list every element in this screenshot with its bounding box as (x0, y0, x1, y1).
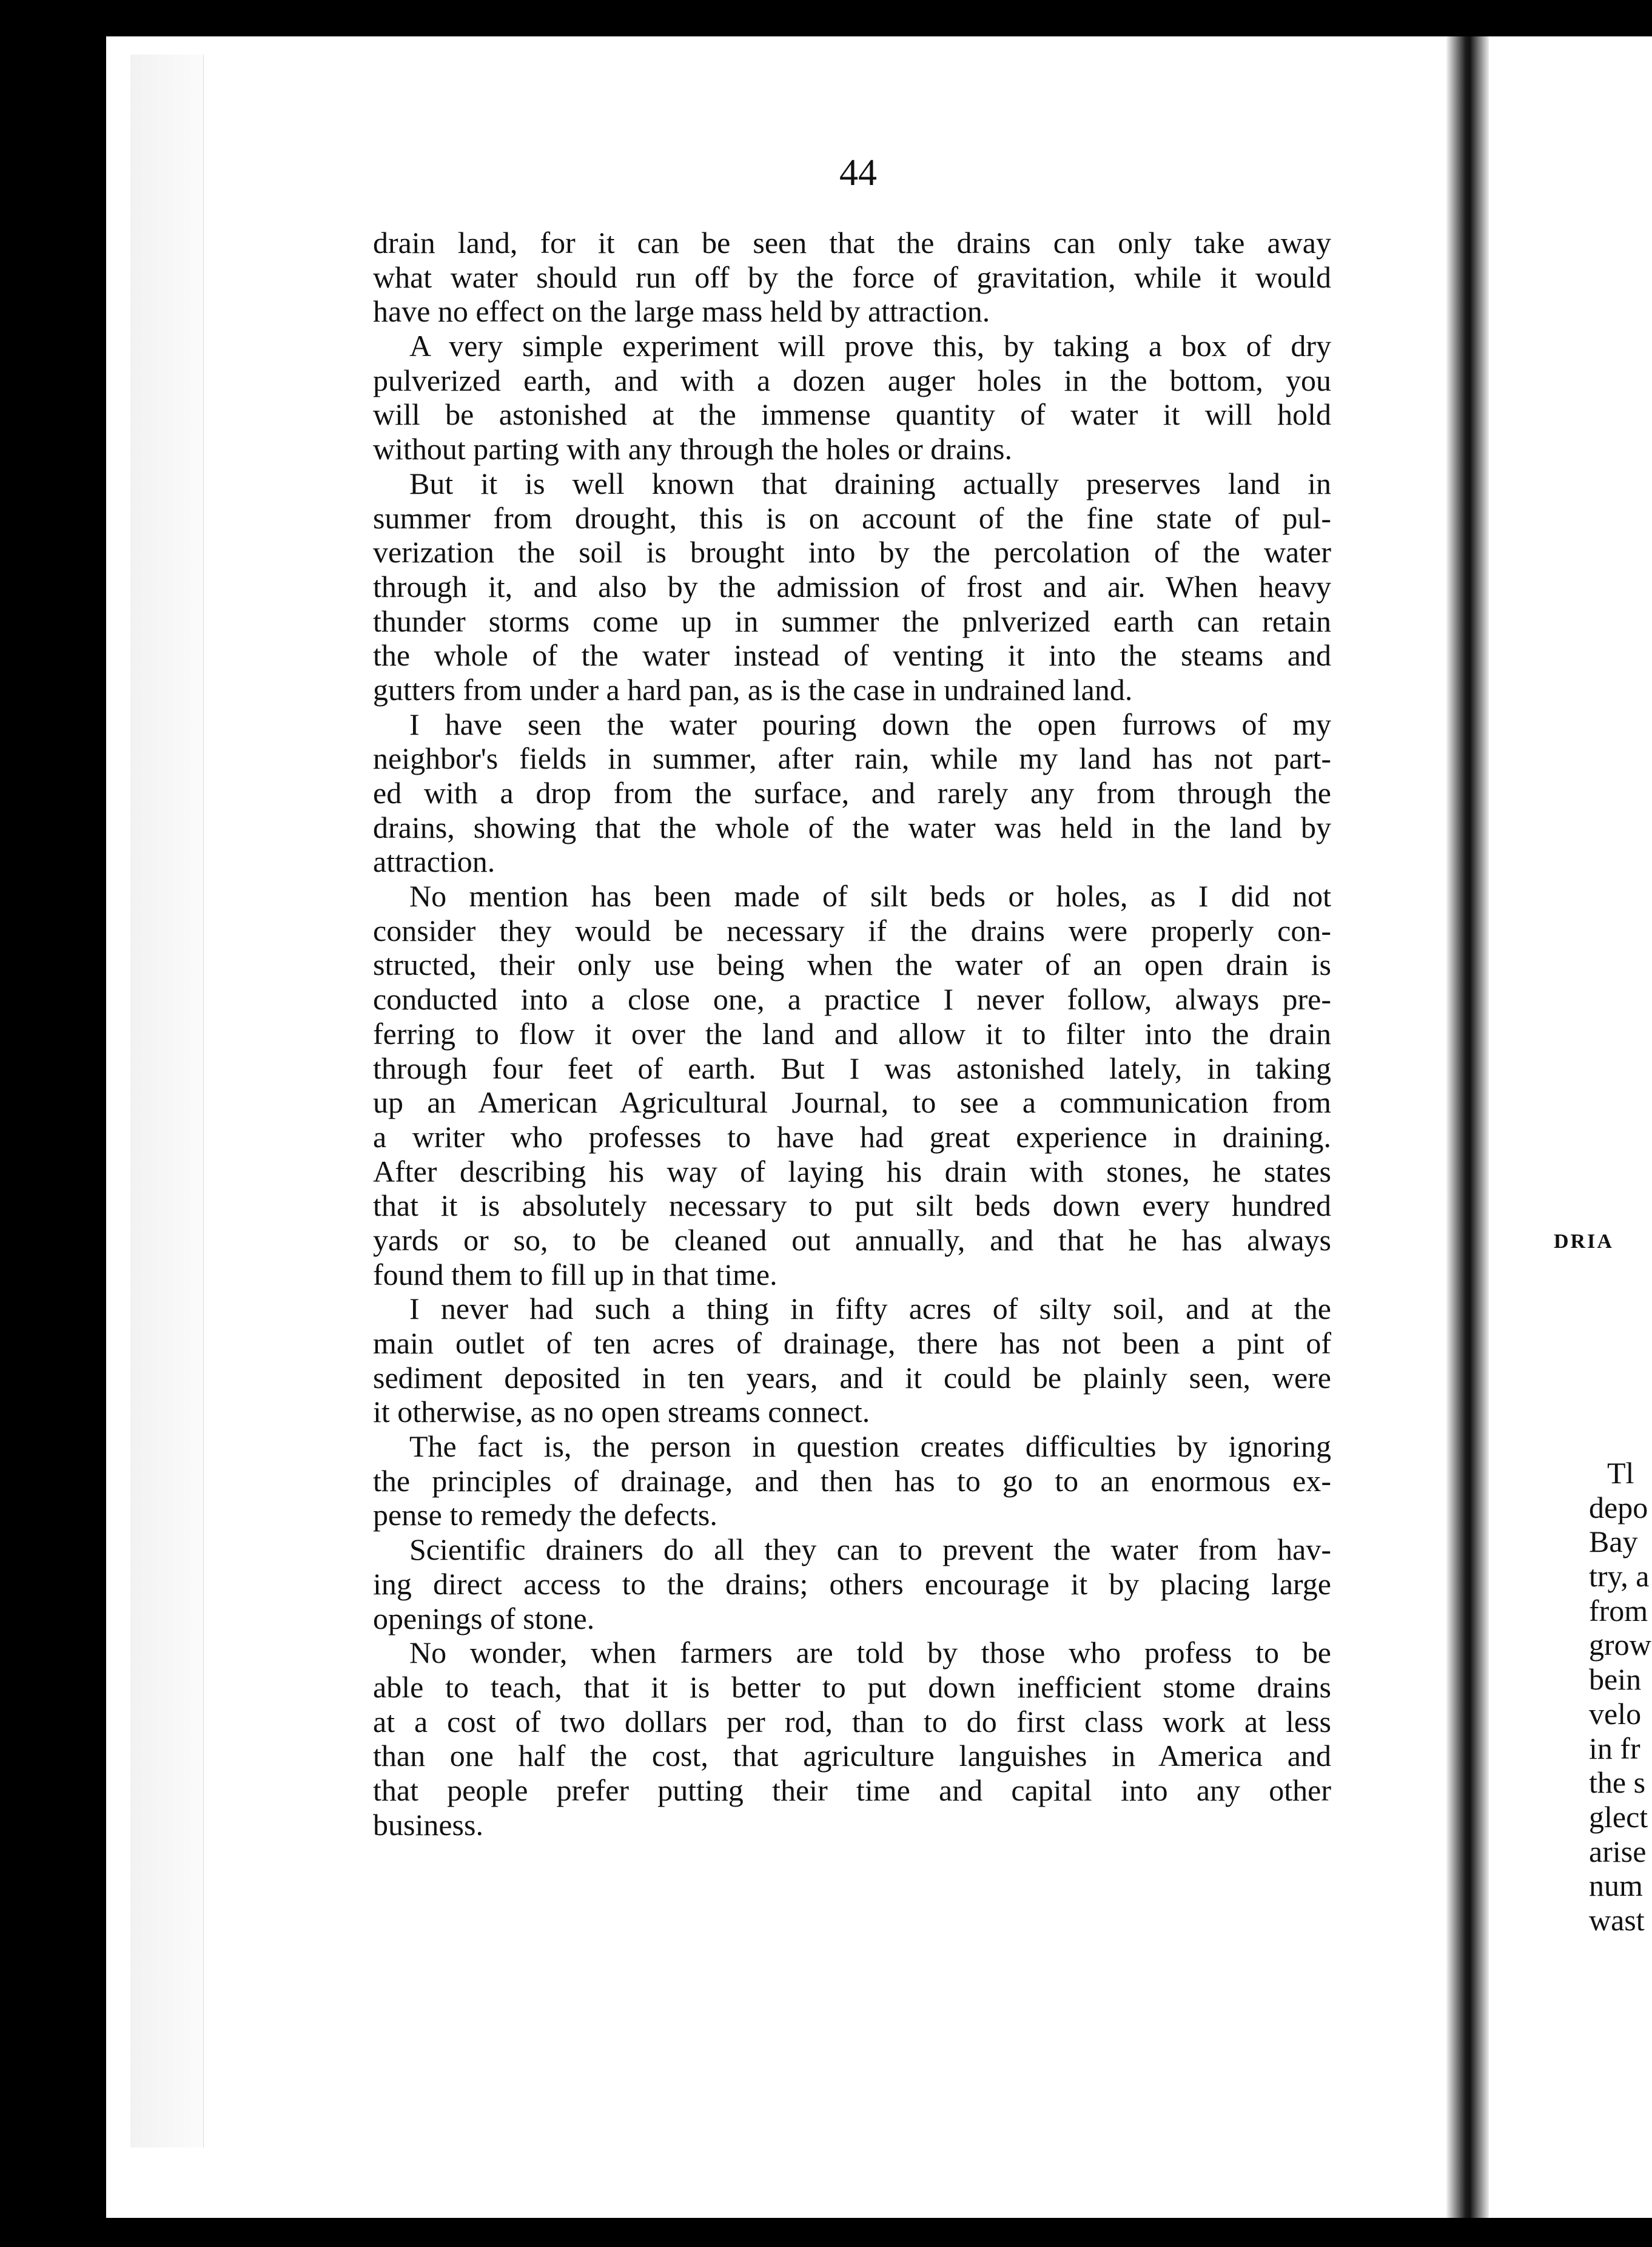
text-line: will be astonished at the immense quantity of water it will hold (373, 397, 1331, 432)
text-line: consider they would be necessary if the drains were properly con- (373, 913, 1331, 948)
text-line: After describing his way of laying his drain with stones, he states (373, 1154, 1331, 1188)
text-line: yards or so, to be cleaned out annually, and that he has always (373, 1222, 1331, 1257)
text-line: No wonder, when farmers are told by those who profess to be (409, 1636, 1331, 1670)
right-page-line: Bay (1589, 1524, 1638, 1559)
text-line: But it is well known that draining actually preserves land in (409, 466, 1331, 500)
text-line: it otherwise, as no open streams connect. (373, 1395, 870, 1429)
text-line: the principles of drainage, and then has to go to an enormous ex- (373, 1463, 1331, 1498)
text-line: have no effect on the large mass held by attraction. (373, 294, 990, 329)
right-page-line: velo (1589, 1696, 1642, 1731)
text-line: through it, and also by the admission of frost and air. When heavy (373, 569, 1331, 604)
text-line: pense to remedy the defects. (373, 1498, 717, 1532)
text-line: drain land, for it can be seen that the drains can only take away (373, 226, 1331, 260)
text-line: found them to fill up in that time. (373, 1257, 777, 1292)
right-page-line: Tl (1607, 1456, 1634, 1490)
text-line: able to teach, that it is better to put down inefficient stome drains (373, 1669, 1331, 1704)
text-line: openings of stone. (373, 1601, 595, 1636)
text-line: the whole of the water instead of venting it into the steams and (373, 638, 1331, 673)
text-line: verization the soil is brought into by the percolation of the water (373, 535, 1331, 570)
text-line: attraction. (373, 844, 495, 879)
text-line: at a cost of two dollars per rod, than to do first class work at less (373, 1704, 1331, 1739)
right-page-line: bein (1589, 1662, 1642, 1697)
text-line: ing direct access to the drains; others encourage it by placing large (373, 1566, 1331, 1601)
text-line: I never had such a thing in fifty acres of silty soil, and at the (409, 1292, 1331, 1326)
text-line: neighbor's fields in summer, after rain, while my land has not part- (373, 741, 1331, 776)
right-page-line: depo (1589, 1490, 1648, 1524)
text-line: thunder storms come up in summer the pnlverized earth can retain (373, 604, 1331, 638)
text-line: without parting with any through the holes or drains. (373, 432, 1013, 467)
text-line: sediment deposited in ten years, and it could be plainly seen, were (373, 1360, 1331, 1395)
text-line: gutters from under a hard pan, as is the case in undrained land. (373, 672, 1133, 707)
text-line: I have seen the water pouring down the open furrows of my (409, 707, 1331, 741)
body-text (373, 226, 1331, 1842)
text-line: ed with a drop from the surface, and rarely any from through the (373, 776, 1331, 810)
text-line: a writer who professes to have had great experience in draining. (373, 1119, 1331, 1154)
text-line: through four feet of earth. But I was astonished lately, in taking (373, 1051, 1331, 1085)
right-page-line: arise (1589, 1834, 1647, 1868)
text-line: The fact is, the person in question creates difficulties by ignoring (409, 1429, 1331, 1464)
right-page-text (1589, 1456, 1651, 1938)
text-line: conducted into a close one, a practice I never follow, always pre- (373, 982, 1331, 1017)
right-page-line: the s (1589, 1765, 1646, 1800)
right-page-line: grow (1589, 1628, 1651, 1662)
page-edge-shadow (130, 55, 204, 2148)
right-page-line: glect (1589, 1799, 1648, 1834)
text-line: what water should run off by the force of gravitation, while it would (373, 260, 1331, 294)
text-line: that people prefer putting their time and capital into any other (373, 1773, 1331, 1807)
text-line: ferring to flow it over the land and allow it to filter into the drain (373, 1016, 1331, 1051)
right-page-heading: DRIA (1554, 1230, 1614, 1253)
text-line: structed, their only use being when the water of an open drain is (373, 948, 1331, 982)
text-line: A very simple experiment will prove this, by taking a box of dry (409, 329, 1331, 363)
text-line: Scientific drainers do all they can to prevent the water from hav- (409, 1532, 1331, 1567)
book-gutter (1446, 36, 1489, 2218)
text-line: main outlet of ten acres of drainage, there has not been a pint of (373, 1326, 1331, 1360)
right-page-line: num (1589, 1868, 1643, 1903)
text-line: pulverized earth, and with a dozen auger holes in the bottom, you (373, 363, 1331, 397)
text-line: drains, showing that the whole of the water was held in the land by (373, 810, 1331, 844)
text-line: than one half the cost, that agriculture languishes in America and (373, 1739, 1331, 1773)
right-page-line: in fr (1589, 1731, 1640, 1765)
right-page-line: try, a (1589, 1559, 1650, 1594)
text-line: No mention has been made of silt beds or holes, as I did not (409, 879, 1331, 914)
right-page-line: from (1589, 1593, 1648, 1628)
right-page-line: wast (1589, 1902, 1645, 1937)
text-line: business. (373, 1807, 483, 1842)
page-number: 44 (839, 152, 877, 194)
text-line: up an American Agricultural Journal, to see a communication from (373, 1085, 1331, 1120)
text-line: that it is absolutely necessary to put silt beds down every hundred (373, 1188, 1331, 1223)
text-line: summer from drought, this is on account of the fine state of pul- (373, 500, 1331, 535)
